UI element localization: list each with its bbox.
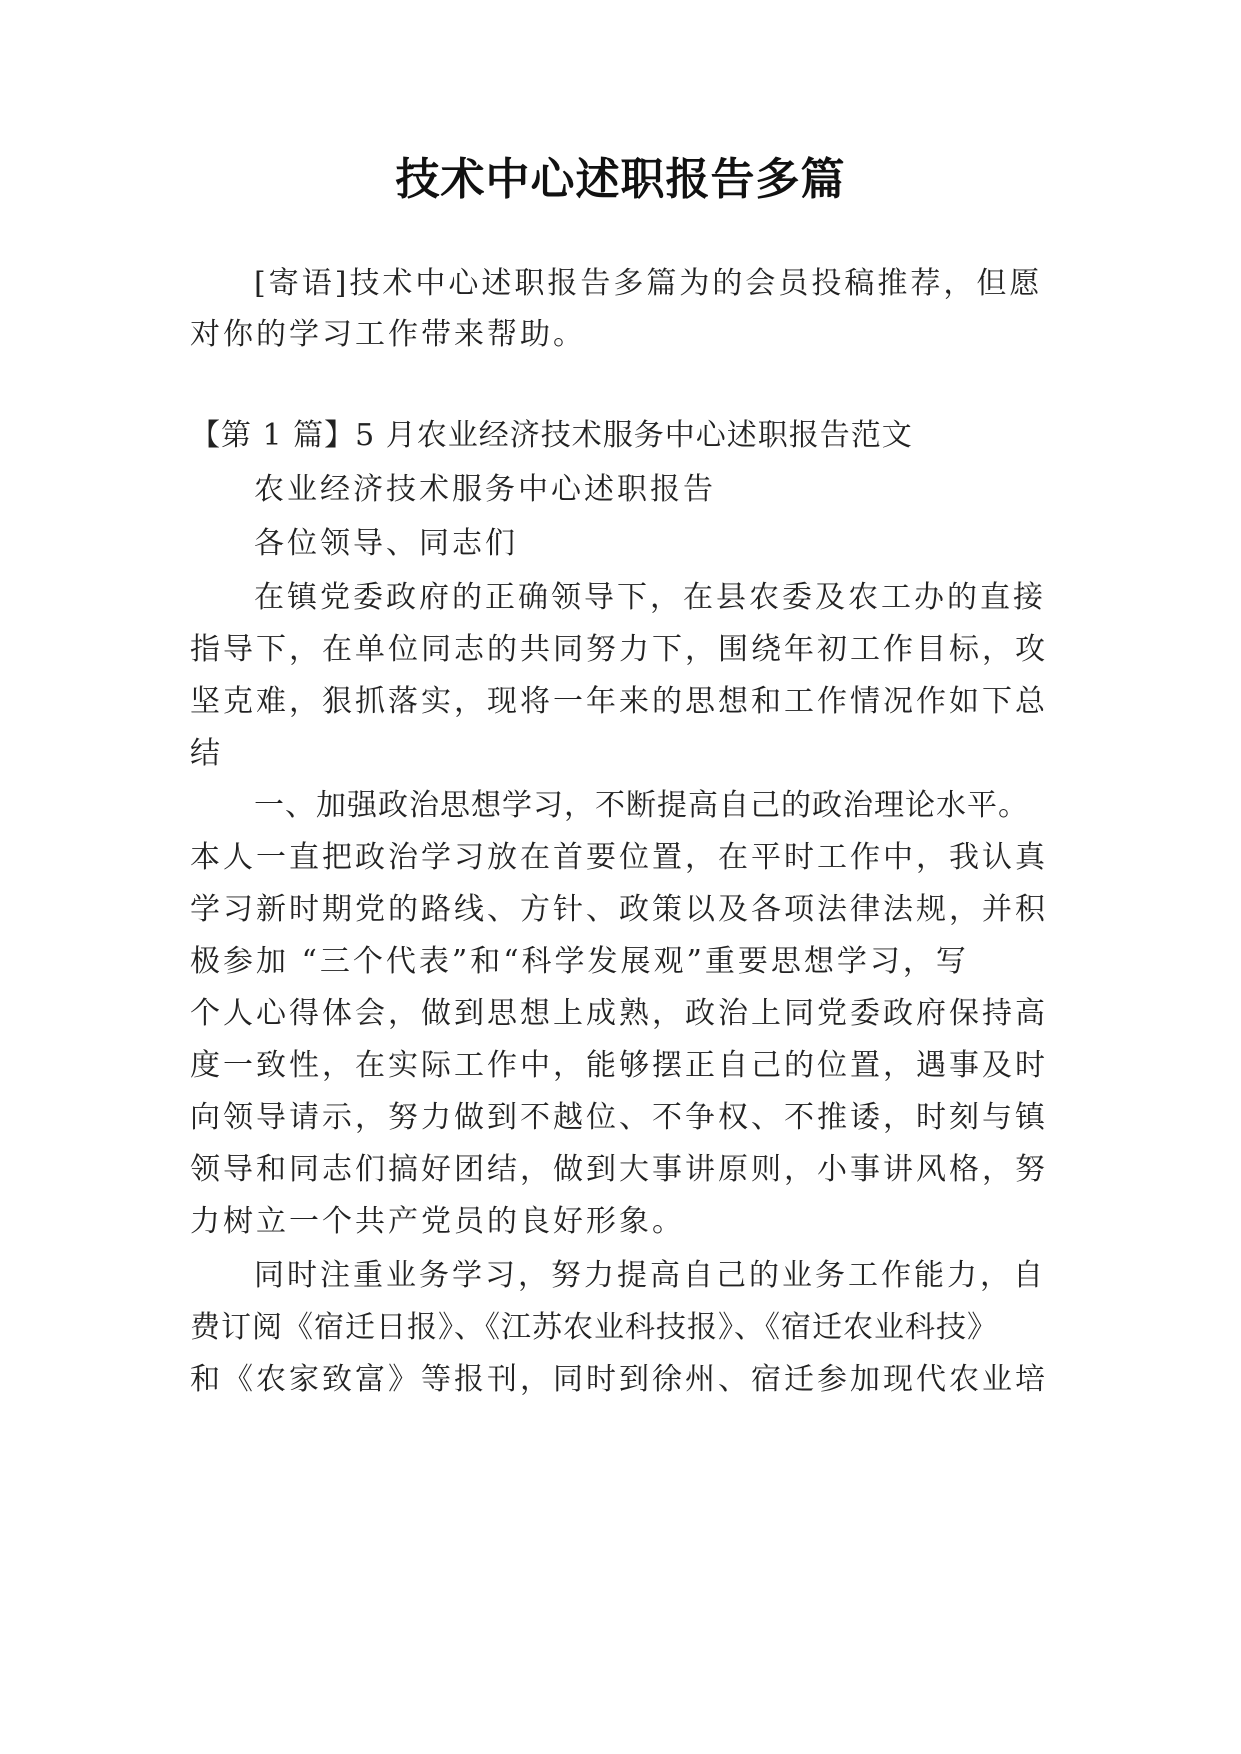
paragraph-2-line-9: 力树立一个共产党员的良好形象。 [190,1204,685,1239]
report-title: 农业经济技术服务中心述职报告 [254,472,716,507]
section-heading: 【第 1 篇】5 月农业经济技术服务中心述职报告范文 [190,418,913,453]
salutation: 各位领导、同志们 [254,526,518,561]
paragraph-1-line-3: 坚克难，狠抓落实，现将一年来的思想和工作情况作如下总 [190,684,1048,719]
paragraph-2-line-4: 极参加 “三个代表”和“科学发展观”重要思想学习，写 [190,944,969,979]
paragraph-2-line-8: 领导和同志们搞好团结，做到大事讲原则，小事讲风格，努 [190,1152,1048,1187]
paragraph-2-line-6: 度一致性，在实际工作中，能够摆正自己的位置，遇事及时 [190,1048,1048,1083]
paragraph-2-line-2: 本人一直把政治学习放在首要位置，在平时工作中，我认真 [190,840,1048,875]
intro-line-1: [寄语]技术中心述职报告多篇为的会员投稿推荐，但愿 [254,266,1043,301]
intro-line-2: 对你的学习工作带来帮助。 [190,317,586,352]
paragraph-2-line-3: 学习新时期党的路线、方针、政策以及各项法律法规，并积 [190,892,1048,927]
document-title: 技术中心述职报告多篇 [395,154,846,205]
paragraph-3-line-1: 同时注重业务学习，努力提高自己的业务工作能力，自 [254,1258,1046,1293]
paragraph-1-line-4: 结 [190,736,223,771]
paragraph-2-line-5: 个人心得体会，做到思想上成熟，政治上同党委政府保持高 [190,996,1048,1031]
paragraph-2-line-7: 向领导请示，努力做到不越位、不争权、不推诿，时刻与镇 [190,1100,1048,1135]
paragraph-2-line-1: 一、加强政治思想学习，不断提高自己的政治理论水平。 [254,788,1029,823]
paragraph-1-line-2: 指导下，在单位同志的共同努力下，围绕年初工作目标，攻 [190,632,1048,667]
paragraph-3-line-3: 和《农家致富》等报刊，同时到徐州、宿迁参加现代农业培 [190,1362,1048,1397]
paragraph-1-line-1: 在镇党委政府的正确领导下，在县农委及农工办的直接 [254,580,1046,615]
paragraph-3-line-2: 费订阅《宿迁日报》、《江苏农业科技报》、《宿迁农业科技》 [190,1310,998,1345]
